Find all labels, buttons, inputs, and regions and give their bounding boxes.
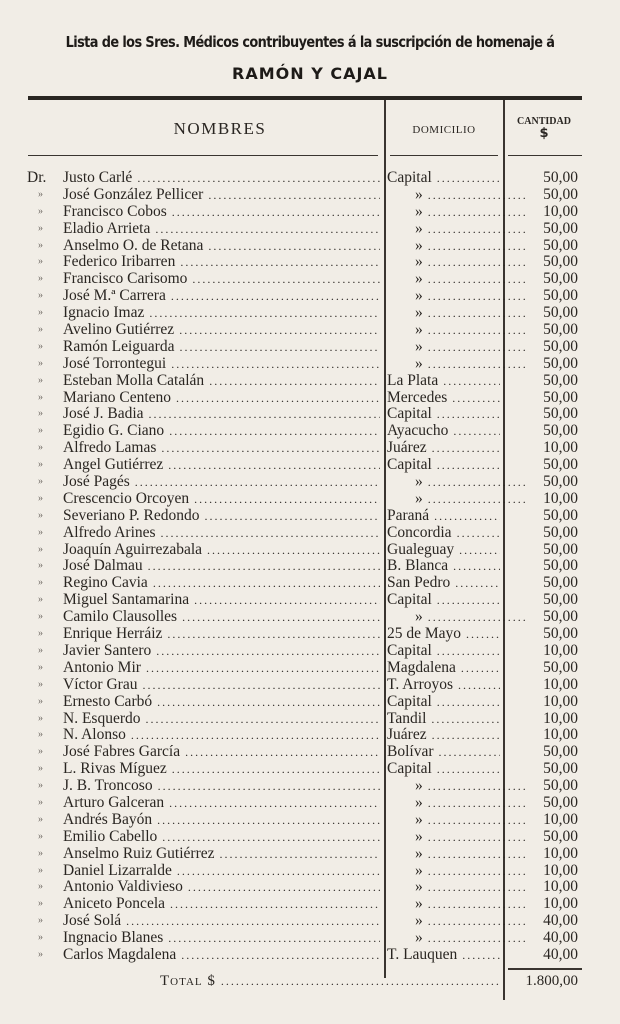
contributor-domicile: Magdalena ..... (387, 660, 500, 677)
contributor-domicile: » ..... (387, 896, 528, 913)
contribution-amount: 50,00 (543, 253, 578, 271)
row-prefix: Dr. (27, 169, 47, 186)
table-row (0, 643, 620, 660)
contributor-name: Anselmo O. de Retana ..... (63, 238, 380, 255)
contributor-domicile: Juárez ..... (387, 440, 500, 457)
contributor-domicile: » ..... (387, 271, 528, 288)
row-prefix: » (38, 459, 43, 471)
table-row (0, 221, 620, 238)
contributor-name: Alfredo Lamas ..... (63, 440, 380, 457)
contributor-domicile: Capital ..... (387, 643, 500, 660)
contributor-name: Antonio Valdivieso ..... (63, 879, 380, 896)
contribution-amount: 50,00 (543, 270, 578, 288)
contributor-name: Federico Iribarren ..... (63, 254, 380, 271)
total-label: Total $ ..... (160, 973, 500, 989)
row-prefix: » (38, 222, 43, 234)
contributor-domicile: Bolívar ..... (387, 744, 500, 761)
row-prefix: » (38, 881, 43, 893)
contributor-name: Francisco Cobos ..... (63, 204, 380, 221)
row-prefix: » (38, 932, 43, 944)
contributor-domicile: Juárez ..... (387, 727, 500, 744)
currency-label: $ (539, 126, 549, 141)
contributor-domicile: » ..... (387, 322, 528, 339)
row-prefix: » (38, 205, 43, 217)
row-prefix: » (38, 915, 43, 927)
total-label-row (160, 973, 500, 990)
contribution-amount: 50,00 (543, 337, 578, 355)
table-row (0, 829, 620, 846)
header-underline (390, 155, 498, 156)
contributor-domicile: » ..... (387, 879, 528, 896)
contributor-name: José González Pellicer ..... (63, 187, 380, 204)
row-prefix: » (38, 763, 43, 775)
contributor-name: Andrés Bayón ..... (63, 812, 380, 829)
table-row (0, 694, 620, 711)
row-prefix: » (38, 560, 43, 572)
contribution-amount: 10,00 (543, 489, 578, 507)
row-prefix: » (38, 577, 43, 589)
table-row (0, 930, 620, 947)
table-row (0, 491, 620, 508)
contributor-name: Enrique Herráiz ..... (63, 626, 380, 643)
contribution-amount: 50,00 (543, 287, 578, 305)
row-prefix: » (38, 644, 43, 656)
row-prefix: » (38, 948, 43, 960)
table-row (0, 508, 620, 525)
contributor-name: Joaquín Aguirrezabala ..... (63, 542, 380, 559)
contribution-amount: 50,00 (543, 506, 578, 524)
contributor-domicile: » ..... (387, 305, 528, 322)
table-row (0, 778, 620, 795)
row-prefix: » (38, 526, 43, 538)
table-row (0, 660, 620, 677)
contributor-domicile: La Plata ..... (387, 373, 500, 390)
contributor-name: L. Rivas Míguez ..... (63, 761, 380, 778)
table-row (0, 626, 620, 643)
contributor-name: Javier Santero ..... (63, 643, 380, 660)
contribution-amount: 10,00 (543, 878, 578, 896)
table-row (0, 440, 620, 457)
row-prefix: » (38, 796, 43, 808)
contributor-domicile: Gualeguay ..... (387, 542, 500, 559)
contributor-name: José Pagés ..... (63, 474, 380, 491)
contributor-domicile: » ..... (387, 474, 528, 491)
row-prefix: » (38, 594, 43, 606)
table-row (0, 204, 620, 221)
contribution-amount: 50,00 (543, 608, 578, 626)
row-prefix: » (38, 290, 43, 302)
row-prefix: » (38, 780, 43, 792)
contribution-amount: 50,00 (543, 321, 578, 339)
contributor-name: José J. Badia ..... (63, 406, 380, 423)
row-prefix: » (38, 813, 43, 825)
table-row (0, 339, 620, 356)
contributor-domicile: » ..... (387, 187, 528, 204)
contributor-name: José Solá ..... (63, 913, 380, 930)
contributor-name: N. Esquerdo ..... (63, 711, 380, 728)
table-row (0, 896, 620, 913)
contributor-domicile: » ..... (387, 863, 528, 880)
contribution-amount: 10,00 (543, 641, 578, 659)
contributor-name: Emilio Cabello ..... (63, 829, 380, 846)
contribution-amount: 50,00 (543, 169, 578, 186)
contributor-name: José Fabres García ..... (63, 744, 380, 761)
table-row (0, 592, 620, 609)
table-row (0, 609, 620, 626)
contribution-amount: 50,00 (543, 591, 578, 609)
contributor-domicile: Mercedes ..... (387, 390, 500, 407)
contributor-domicile: Concordia ..... (387, 525, 500, 542)
table-row (0, 238, 620, 255)
table-row (0, 322, 620, 339)
contributor-name: Ingnacio Blanes ..... (63, 930, 380, 947)
contributor-name: Arturo Galceran ..... (63, 795, 380, 812)
contributor-name: Crescencio Orcoyen ..... (63, 491, 380, 508)
contributor-name: Víctor Grau ..... (63, 677, 380, 694)
contributor-domicile: 25 de Mayo ..... (387, 626, 500, 643)
contributor-name: Anselmo Ruiz Gutiérrez ..... (63, 846, 380, 863)
contributor-name: Aniceto Poncela ..... (63, 896, 380, 913)
contribution-amount: 50,00 (543, 422, 578, 440)
row-prefix: » (38, 442, 43, 454)
table-row (0, 373, 620, 390)
contribution-amount: 50,00 (543, 219, 578, 237)
contributor-name: José M.ª Carrera ..... (63, 288, 380, 305)
contributor-domicile: » ..... (387, 339, 528, 356)
contributor-domicile: Capital ..... (387, 457, 500, 474)
row-prefix: » (38, 307, 43, 319)
contributor-name: Severiano P. Redondo ..... (63, 508, 380, 525)
contribution-amount: 10,00 (543, 895, 578, 913)
contributor-name: Daniel Lizarralde ..... (63, 863, 380, 880)
row-prefix: » (38, 661, 43, 673)
contribution-amount: 50,00 (543, 405, 578, 423)
header-underline (508, 155, 582, 156)
contributor-domicile: » ..... (387, 930, 528, 947)
row-prefix: » (38, 729, 43, 741)
contributor-name: J. B. Troncoso ..... (63, 778, 380, 795)
table-row (0, 187, 620, 204)
table-row (0, 575, 620, 592)
row-prefix: » (38, 273, 43, 285)
row-prefix: » (38, 611, 43, 623)
table-row (0, 406, 620, 423)
table-row (0, 170, 620, 187)
row-prefix: » (38, 695, 43, 707)
table-row (0, 305, 620, 322)
contribution-amount: 10,00 (543, 844, 578, 862)
contributor-name: Regino Cavia ..... (63, 575, 380, 592)
contributor-domicile: » ..... (387, 238, 528, 255)
contributor-name: Justo Carlé ..... (63, 170, 380, 187)
row-prefix: » (38, 476, 43, 488)
contributor-domicile: Capital ..... (387, 592, 500, 609)
contributor-name: Antonio Mir ..... (63, 660, 380, 677)
contribution-amount: 50,00 (543, 557, 578, 575)
document-title: Lista de los Sres. Médicos contribuyentes á la suscripción de homenaje á (65, 33, 555, 51)
contributor-domicile: » ..... (387, 254, 528, 271)
contribution-amount: 10,00 (543, 810, 578, 828)
row-prefix: » (38, 239, 43, 251)
contributor-domicile: » ..... (387, 829, 528, 846)
contribution-amount: 50,00 (543, 371, 578, 389)
contributor-name: Ernesto Carbó ..... (63, 694, 380, 711)
contributor-domicile: Capital ..... (387, 170, 500, 187)
contributor-domicile: San Pedro ..... (387, 575, 500, 592)
contribution-amount: 50,00 (543, 304, 578, 322)
row-prefix: » (38, 830, 43, 842)
contributor-name: Camilo Clausolles ..... (63, 609, 380, 626)
contributor-domicile: Paraná ..... (387, 508, 500, 525)
contribution-amount: 50,00 (543, 236, 578, 254)
row-prefix: » (38, 391, 43, 403)
contribution-amount: 50,00 (543, 185, 578, 203)
table-row (0, 879, 620, 896)
contributor-name: Angel Gutiérrez ..... (63, 457, 380, 474)
contributor-domicile: B. Blanca ..... (387, 558, 500, 575)
contribution-amount: 50,00 (543, 388, 578, 406)
table-row (0, 846, 620, 863)
contribution-amount: 50,00 (543, 574, 578, 592)
table-row (0, 795, 620, 812)
contributor-name: Mariano Centeno ..... (63, 390, 380, 407)
contribution-amount: 10,00 (543, 709, 578, 727)
table-row (0, 390, 620, 407)
row-prefix: » (38, 188, 43, 200)
column-header-names: NOMBRES (173, 119, 267, 138)
row-prefix: » (38, 543, 43, 555)
table-row (0, 457, 620, 474)
contribution-amount: 50,00 (543, 540, 578, 558)
row-prefix: » (38, 425, 43, 437)
table-row (0, 711, 620, 728)
contributor-name: Egidio G. Ciano ..... (63, 423, 380, 440)
contributor-domicile: » ..... (387, 204, 528, 221)
table-row (0, 744, 620, 761)
contributor-domicile: » ..... (387, 812, 528, 829)
total-amount: 1.800,00 (525, 973, 578, 989)
row-prefix: » (38, 374, 43, 386)
column-header-domicile: DOMICILIO (412, 124, 476, 136)
table-row (0, 913, 620, 930)
row-prefix: » (38, 324, 43, 336)
contribution-amount: 50,00 (543, 827, 578, 845)
row-prefix: » (38, 492, 43, 504)
contribution-amount: 50,00 (543, 760, 578, 778)
contribution-amount: 50,00 (543, 743, 578, 761)
contributor-name: Eladio Arrieta ..... (63, 221, 380, 238)
contribution-amount: 40,00 (543, 929, 578, 947)
table-row (0, 254, 620, 271)
table-row (0, 356, 620, 373)
contribution-amount: 50,00 (543, 658, 578, 676)
contributor-name: José Torrontegui ..... (63, 356, 380, 373)
row-prefix: » (38, 864, 43, 876)
contributor-domicile: T. Lauquen ..... (387, 947, 500, 964)
table-row (0, 812, 620, 829)
contributor-name: Avelino Gutiérrez ..... (63, 322, 380, 339)
row-prefix: » (38, 256, 43, 268)
contributor-domicile: » ..... (387, 609, 528, 626)
contribution-amount: 10,00 (543, 675, 578, 693)
contributor-domicile: » ..... (387, 795, 528, 812)
total-rule (508, 968, 582, 970)
contributor-name: Alfredo Arines ..... (63, 525, 380, 542)
table-row (0, 542, 620, 559)
row-prefix: » (38, 408, 43, 420)
contributor-name: Ramón Leiguarda ..... (63, 339, 380, 356)
contribution-amount: 50,00 (543, 354, 578, 372)
contributor-domicile: Capital ..... (387, 761, 500, 778)
table-row (0, 288, 620, 305)
row-prefix: » (38, 678, 43, 690)
table-row (0, 863, 620, 880)
row-prefix: » (38, 628, 43, 640)
contributor-domicile: » ..... (387, 913, 528, 930)
row-prefix: » (38, 712, 43, 724)
table-row (0, 558, 620, 575)
table-row (0, 271, 620, 288)
contribution-amount: 40,00 (543, 945, 578, 963)
contributor-domicile: » ..... (387, 778, 528, 795)
table-row (0, 947, 620, 964)
contributor-name: Francisco Carisomo ..... (63, 271, 380, 288)
row-prefix: » (38, 847, 43, 859)
contribution-amount: 50,00 (543, 523, 578, 541)
document-subtitle: RAMÓN Y CAJAL (232, 64, 388, 83)
row-prefix: » (38, 340, 43, 352)
contribution-amount: 10,00 (543, 439, 578, 457)
header-rule (28, 96, 582, 100)
contributor-domicile: Capital ..... (387, 406, 500, 423)
contribution-amount: 10,00 (543, 692, 578, 710)
contribution-amount: 10,00 (543, 202, 578, 220)
contribution-amount: 50,00 (543, 473, 578, 491)
contributor-list (0, 170, 620, 964)
contributor-domicile: » ..... (387, 221, 528, 238)
header-underline (28, 155, 378, 156)
contribution-amount: 50,00 (543, 625, 578, 643)
contributor-domicile: Ayacucho ..... (387, 423, 500, 440)
contributor-name: Carlos Magdalena ..... (63, 947, 380, 964)
contributor-domicile: » ..... (387, 846, 528, 863)
contributor-name: N. Alonso ..... (63, 727, 380, 744)
table-row (0, 677, 620, 694)
row-prefix: » (38, 509, 43, 521)
table-row (0, 727, 620, 744)
contribution-amount: 50,00 (543, 777, 578, 795)
contributor-domicile: » ..... (387, 356, 528, 373)
contribution-amount: 10,00 (543, 726, 578, 744)
contributor-domicile: Capital ..... (387, 694, 500, 711)
contributor-domicile: Tandil ..... (387, 711, 500, 728)
row-prefix: » (38, 898, 43, 910)
amount-label: CANTIDAD (517, 116, 571, 127)
contributor-domicile: T. Arroyos ..... (387, 677, 500, 694)
table-row (0, 761, 620, 778)
column-header-amount (506, 116, 582, 140)
contributor-name: José Dalmau ..... (63, 558, 380, 575)
row-prefix: » (38, 357, 43, 369)
contribution-amount: 50,00 (543, 793, 578, 811)
contributor-name: Miguel Santamarina ..... (63, 592, 380, 609)
contribution-amount: 10,00 (543, 861, 578, 879)
table-row (0, 525, 620, 542)
contributor-domicile: » ..... (387, 288, 528, 305)
contributor-name: Esteban Molla Catalán ..... (63, 373, 380, 390)
contribution-amount: 40,00 (543, 912, 578, 930)
table-row (0, 423, 620, 440)
table-row (0, 474, 620, 491)
contributor-domicile: » ..... (387, 491, 528, 508)
row-prefix: » (38, 746, 43, 758)
contributor-name: Ignacio Imaz ..... (63, 305, 380, 322)
contribution-amount: 50,00 (543, 456, 578, 474)
